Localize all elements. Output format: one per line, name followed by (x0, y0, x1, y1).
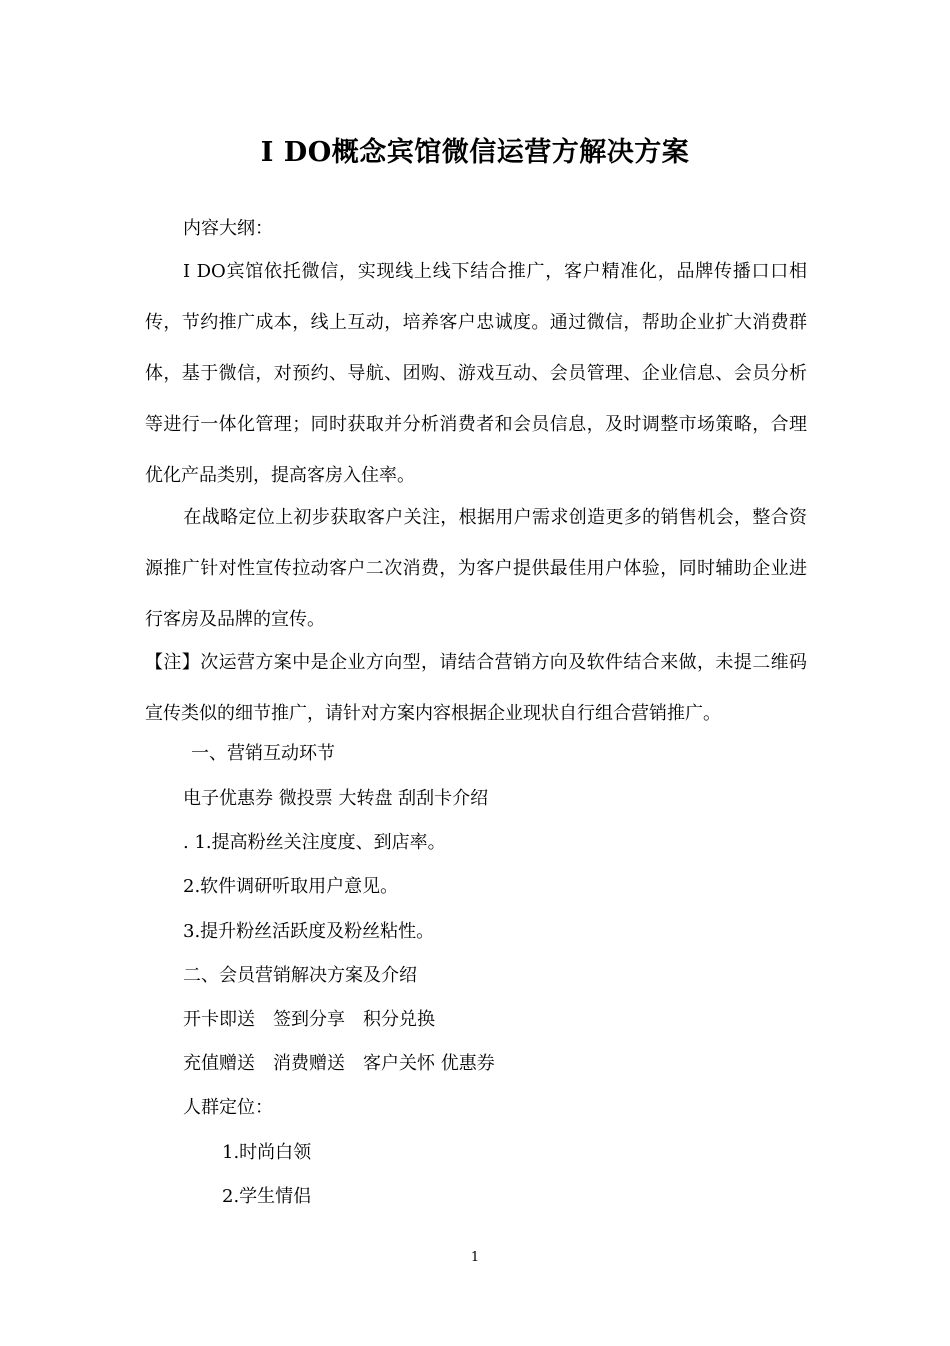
section1-item-2: 2.软件调研听取用户意见。 (183, 876, 399, 897)
document-title: I DO概念宾馆微信运营方解决方案 (260, 137, 690, 168)
section1-tools: 电子优惠券 微投票 大转盘 刮刮卡介绍 (183, 788, 489, 809)
paragraph-strategy (145, 492, 807, 645)
page-number: 1 (470, 1250, 480, 1265)
section2-line-1: 开卡即送 签到分享 积分兑换 (183, 1009, 435, 1030)
paragraph-strategy-text: 在战略定位上初步获取客户关注，根据用户需求创造更多的销售机会，整合资源推广针对性宣传拉动客户二次消费，为客户提供最佳用户体验，同时辅助企业进行客房及品牌的宣传。 (145, 507, 807, 630)
section1-item-1: . 1.提高粉丝关注度度、到店率。 (183, 832, 446, 853)
section2-heading: 二、会员营销解决方案及介绍 (183, 965, 417, 986)
audience-item-1: 1.时尚白领 (222, 1142, 312, 1163)
audience-label: 人群定位： (183, 1097, 273, 1118)
note-paragraph: 【注】次运营方案中是企业方向型，请结合营销方向及软件结合来做，未提二维码宣传类似的细节推广，请针对方案内容根据企业现状自行组合营销推广。 (145, 652, 807, 724)
paragraph-intro (145, 246, 807, 501)
paragraph-intro-text: I DO宾馆依托微信，实现线上线下结合推广，客户精准化，品牌传播口口相传，节约推广成本，线上互动，培养客户忠诚度。通过微信，帮助企业扩大消费群体，基于微信，对预约、导航、团购、游戏互动、会员管理、企业信息、会员分析等进行一体化管理；同时获取并分析消费者和会员信息，及时调整市场策略，合理优化产品类别，提高客房入住率。 (145, 261, 807, 486)
section1-heading: 一、营销互动环节 (191, 743, 335, 764)
audience-item-2: 2.学生情侣 (222, 1186, 312, 1207)
section2-line-2: 充值赠送 消费赠送 客户关怀 优惠券 (183, 1053, 495, 1074)
section1-item-3: 3.提升粉丝活跃度及粉丝粘性。 (183, 921, 435, 942)
outline-label: 内容大纲： (183, 218, 273, 239)
